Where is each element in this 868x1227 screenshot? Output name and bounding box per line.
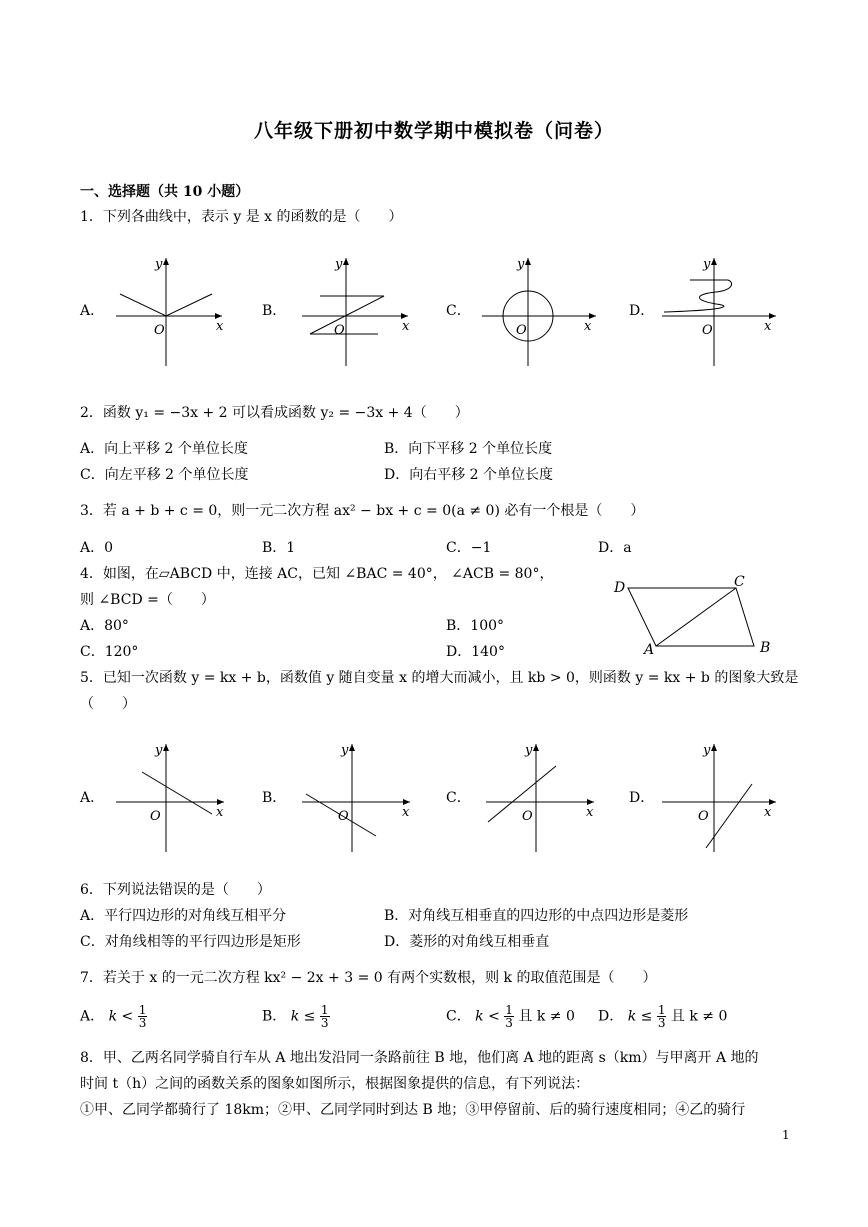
q5-graph-b xyxy=(294,738,424,856)
y-axis-label: y xyxy=(525,743,533,758)
q5-graph-a xyxy=(108,738,238,856)
q7-option-b xyxy=(262,1004,330,1029)
fraction-numerator: 1 xyxy=(320,1003,329,1017)
q1-option-a-label: A． xyxy=(80,303,105,319)
page-number: 1 xyxy=(782,1128,790,1142)
q2-option-d: D．向右平移 2 个单位长度 xyxy=(384,467,554,483)
question-6-stem: 6．下列说法错误的是（ ） xyxy=(80,882,271,898)
q7-option-c xyxy=(446,1004,575,1029)
origin-label: O xyxy=(154,323,165,338)
question-2-stem: 2．函数 y₁ = −3x + 2 可以看成函数 y₂ = −3x + 4（ ） xyxy=(80,405,469,421)
vertex-c-label: C xyxy=(734,574,745,590)
fraction xyxy=(504,1004,514,1029)
q1-option-b-label: B． xyxy=(262,303,287,319)
q5-option-b-label: B． xyxy=(262,790,287,806)
q4-option-c: C．120° xyxy=(80,644,139,660)
question-5-stem-line2: （ ） xyxy=(80,696,136,712)
q7-option-label: C． xyxy=(446,1008,471,1025)
q3-option-d: D．a xyxy=(598,540,632,556)
x-axis-label: x xyxy=(584,319,592,334)
q2-option-c: C．向左平移 2 个单位长度 xyxy=(80,467,249,483)
x-axis-label: x xyxy=(216,319,224,334)
q4-option-d: D．140° xyxy=(446,644,505,660)
fraction-denominator: 3 xyxy=(657,1016,666,1030)
section-heading: 一、选择题（共 10 小题） xyxy=(80,184,250,200)
fraction-denominator: 3 xyxy=(320,1016,329,1030)
q7-option-label: D． xyxy=(598,1008,624,1025)
y-axis-label: y xyxy=(703,257,711,272)
q7-option-relation: k ≤ xyxy=(290,1008,316,1025)
q7-option-extra: 且 k ≠ 0 xyxy=(518,1008,575,1025)
q1-graph-d xyxy=(656,252,786,370)
y-axis-label: y xyxy=(703,743,711,758)
q7-option-relation: k < xyxy=(108,1008,134,1025)
q1-option-c-label: C． xyxy=(446,303,471,319)
x-axis-label: x xyxy=(402,805,410,820)
y-axis-label: y xyxy=(155,743,163,758)
q4-option-a: A．80° xyxy=(80,618,129,634)
fraction-numerator: 1 xyxy=(657,1003,666,1017)
q6-option-c: C．对角线相等的平行四边形是矩形 xyxy=(80,934,301,950)
fraction xyxy=(320,1004,330,1029)
q4-option-b: B．100° xyxy=(446,618,505,634)
q2-option-a: A．向上平移 2 个单位长度 xyxy=(80,441,248,457)
fraction-numerator: 1 xyxy=(138,1003,147,1017)
q3-option-c: C．−1 xyxy=(446,540,492,556)
q5-option-d-label: D． xyxy=(629,790,655,806)
y-axis-label: y xyxy=(341,743,349,758)
vertex-a-label: A xyxy=(644,642,655,658)
q7-option-label: A． xyxy=(80,1008,105,1025)
q7-option-label: B． xyxy=(262,1008,287,1025)
q7-option-d xyxy=(598,1004,727,1029)
q2-option-b: B．向下平移 2 个单位长度 xyxy=(384,441,553,457)
origin-label: O xyxy=(702,323,713,338)
question-5-stem: 5．已知一次函数 y = kx + b，函数值 y 随自变量 x 的增大而减小，且 kb > 0，则函数 y = kx + b 的图象大致是 xyxy=(80,670,799,686)
q5-graph-d xyxy=(656,738,786,856)
y-axis-label: y xyxy=(155,257,163,272)
question-8-line-3: ①甲、乙同学都骑行了 18km；②甲、乙同学同时到达 B 地；③甲停留前、后的骑行速度相同；④乙的骑行 xyxy=(80,1102,746,1118)
q5-option-a-label: A． xyxy=(80,790,105,806)
question-4-stem-line2: 则 ∠BCD =（ ） xyxy=(80,592,215,608)
question-8-line-1: 8．甲、乙两名同学骑自行车从 A 地出发沿同一条路前往 B 地，他们离 A 地的距离 s（km）与甲离开 A 地的 xyxy=(80,1050,759,1066)
question-7-stem: 7．若关于 x 的一元二次方程 kx² − 2x + 3 = 0 有两个实数根，则 k 的取值范围是（ ） xyxy=(80,970,657,986)
q7-option-a xyxy=(80,1004,147,1029)
question-3-stem: 3．若 a + b + c = 0，则一元二次方程 ax² − bx + c = 0(a ≠ 0) 必有一个根是（ ） xyxy=(80,503,645,519)
q7-option-relation: k ≤ xyxy=(627,1008,653,1025)
fraction xyxy=(138,1004,148,1029)
x-axis-label: x xyxy=(764,319,772,334)
y-axis-label: y xyxy=(517,257,525,272)
x-axis-label: x xyxy=(764,805,772,820)
origin-label: O xyxy=(698,809,709,824)
question-4-stem: 4．如图，在▱ABCD 中，连接 AC，已知 ∠BAC = 40°， ∠ACB = 80°， xyxy=(80,566,554,582)
origin-label: O xyxy=(334,323,345,338)
q1-option-d-label: D． xyxy=(629,303,655,319)
y-axis-label: y xyxy=(335,257,343,272)
x-axis-label: x xyxy=(402,319,410,334)
origin-label: O xyxy=(338,809,349,824)
q3-option-a: A．0 xyxy=(80,540,114,556)
q1-graph-a xyxy=(104,252,234,370)
q5-option-c-label: C． xyxy=(446,790,471,806)
q1-graph-c xyxy=(476,252,606,370)
fraction-denominator: 3 xyxy=(505,1016,513,1030)
fraction-denominator: 3 xyxy=(138,1016,147,1030)
q6-option-a: A．平行四边形的对角线互相平分 xyxy=(80,908,287,924)
q3-option-b: B．1 xyxy=(262,540,296,556)
origin-label: O xyxy=(522,809,533,824)
fraction xyxy=(657,1004,667,1029)
q1-graph-b xyxy=(290,252,420,370)
x-axis-label: x xyxy=(216,805,224,820)
question-1-stem: 1．下列各曲线中，表示 y 是 x 的函数的是（ ） xyxy=(80,209,403,225)
q5-graph-c xyxy=(478,738,608,856)
x-axis-label: x xyxy=(586,805,594,820)
origin-label: O xyxy=(150,809,161,824)
fraction-numerator: 1 xyxy=(505,1003,513,1017)
q6-option-d: D．菱形的对角线互相垂直 xyxy=(384,934,550,950)
parallelogram-figure xyxy=(608,574,784,658)
vertex-b-label: B xyxy=(760,640,771,656)
q6-option-b: B．对角线互相垂直的四边形的中点四边形是菱形 xyxy=(384,908,689,924)
page-title: 八年级下册初中数学期中模拟卷（问卷） xyxy=(253,120,614,142)
q7-option-relation: k < xyxy=(475,1008,500,1025)
q7-option-extra: 且 k ≠ 0 xyxy=(670,1008,728,1025)
origin-label: O xyxy=(516,323,527,338)
vertex-d-label: D xyxy=(614,580,626,596)
question-8-line-2: 时间 t（h）之间的函数关系的图象如图所示，根据图象提供的信息，有下列说法： xyxy=(80,1076,590,1092)
